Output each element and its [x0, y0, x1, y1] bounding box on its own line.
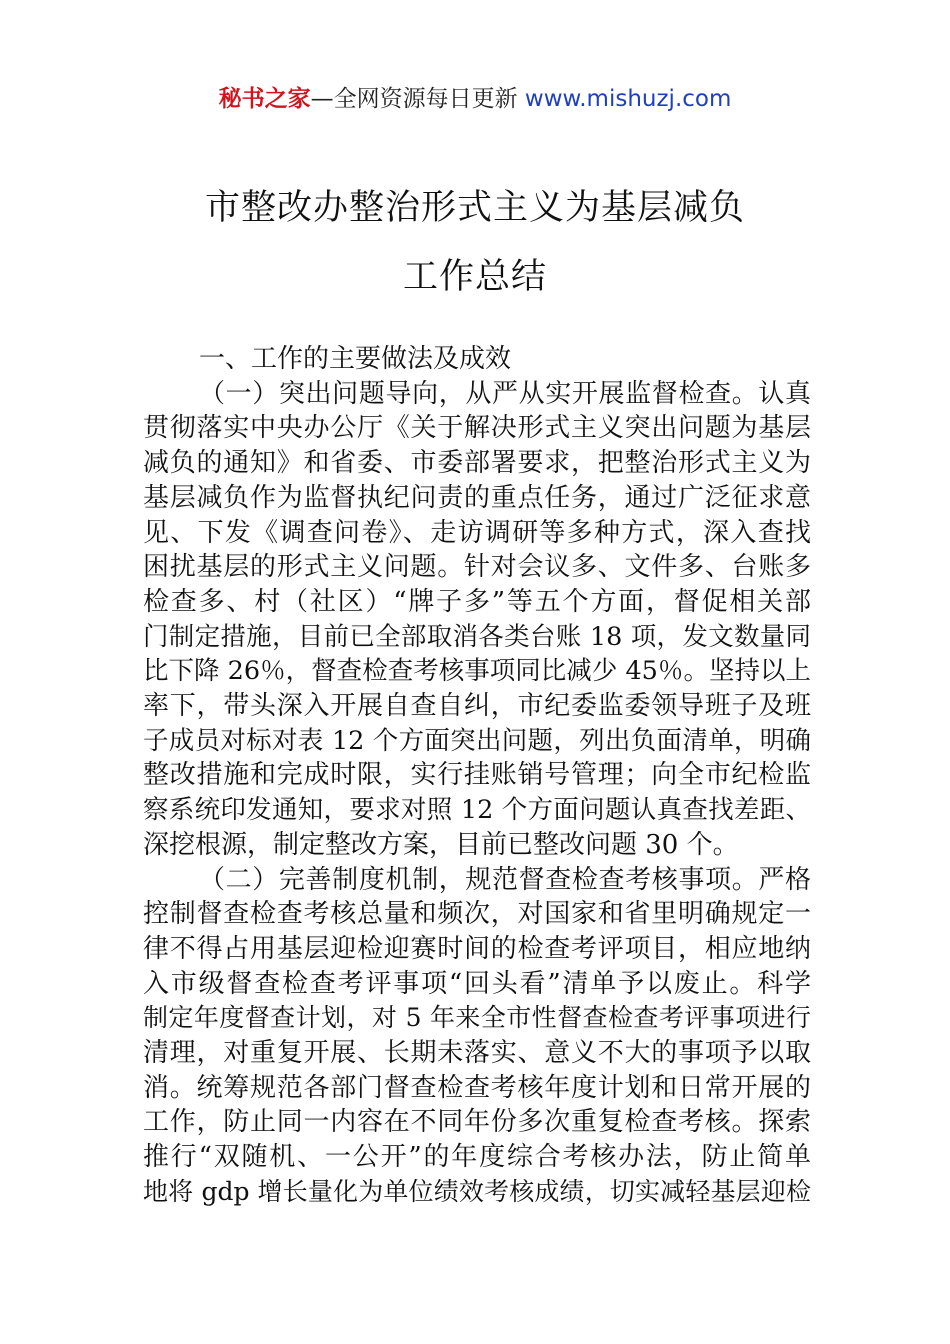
- paragraph-line: 地将 gdp 增长量化为单位绩效考核成绩，切实减轻基层迎检: [143, 1176, 811, 1206]
- paragraph-line: 减负的通知》和省委、市委部署要求，把整治形式主义为: [143, 448, 811, 479]
- paragraph-line: 比下降 26％，督查检查考核事项同比减少 45％。坚持以上: [143, 656, 811, 687]
- document-title-line-2: 工作总结: [402, 257, 547, 297]
- section-heading: 一、工作的主要做法及成效: [199, 344, 512, 374]
- paragraph-line: （一）突出问题导向，从严从实开展监督检查。认真: [199, 378, 811, 409]
- paragraph-line: 消。统筹规范各部门督查检查考核年度计划和日常开展的: [143, 1072, 811, 1103]
- paragraph-line: 基层减负作为监督执纪问责的重点任务，通过广泛征求意: [143, 482, 811, 513]
- paragraph-line: 入市级督查检查考评事项“回头看”清单予以废止。科学: [143, 968, 811, 999]
- paragraph-line: 门制定措施，目前已全部取消各类台账 18 项，发文数量同: [143, 621, 811, 652]
- paragraph-line: 律不得占用基层迎检迎赛时间的检查考评项目，相应地纳: [143, 933, 811, 964]
- paragraph-line: 见、下发《调查问卷》、走访调研等多种方式，深入查找: [143, 517, 811, 548]
- paragraph-line: 率下，带头深入开展自查自纠，市纪委监委领导班子及班: [143, 691, 811, 722]
- paragraph-line: 子成员对标对表 12 个方面突出问题，列出负面清单，明确: [143, 725, 811, 756]
- paragraph-line: 工作，防止同一内容在不同年份多次重复检查考核。探索: [143, 1107, 811, 1138]
- paragraph-line: 察系统印发通知，要求对照 12 个方面问题认真查找差距、: [143, 795, 811, 826]
- paragraph-line: 推行“双随机、一公开”的年度综合考核办法，防止简单: [143, 1142, 811, 1173]
- paragraph-line: 困扰基层的形式主义问题。针对会议多、文件多、台账多: [143, 552, 811, 583]
- site-brand: 秘书之家: [218, 86, 311, 112]
- paragraph-line: 贯彻落实中央办公厅《关于解决形式主义突出问题为基层: [143, 413, 811, 444]
- paragraph-line: 检查多、村（社区）“牌子多”等五个方面，督促相关部: [143, 586, 811, 617]
- document-title-line-1: 市整改办整治形式主义为基层减负: [204, 188, 745, 228]
- paragraph-line: 控制督查检查考核总量和频次，对国家和省里明确规定一: [143, 899, 811, 930]
- site-tagline: —全网资源每日更新: [310, 86, 518, 112]
- paragraph-line: 整改措施和完成时限，实行挂账销号管理；向全市纪检监: [143, 760, 811, 791]
- paragraph-line: 制定年度督查计划，对 5 年来全市性督查检查考评事项进行: [143, 1003, 811, 1033]
- paragraph-line: （二）完善制度机制，规范督查检查考核事项。严格: [199, 864, 811, 895]
- paragraph-line: 深挖根源，制定整改方案，目前已整改问题 30 个。: [143, 829, 739, 860]
- paragraph-line: 清理，对重复开展、长期未落实、意义不大的事项予以取: [143, 1038, 811, 1069]
- document-body: [143, 342, 811, 1210]
- site-banner: [0, 80, 950, 113]
- site-url-link[interactable]: www.mishuzj.com: [524, 86, 732, 112]
